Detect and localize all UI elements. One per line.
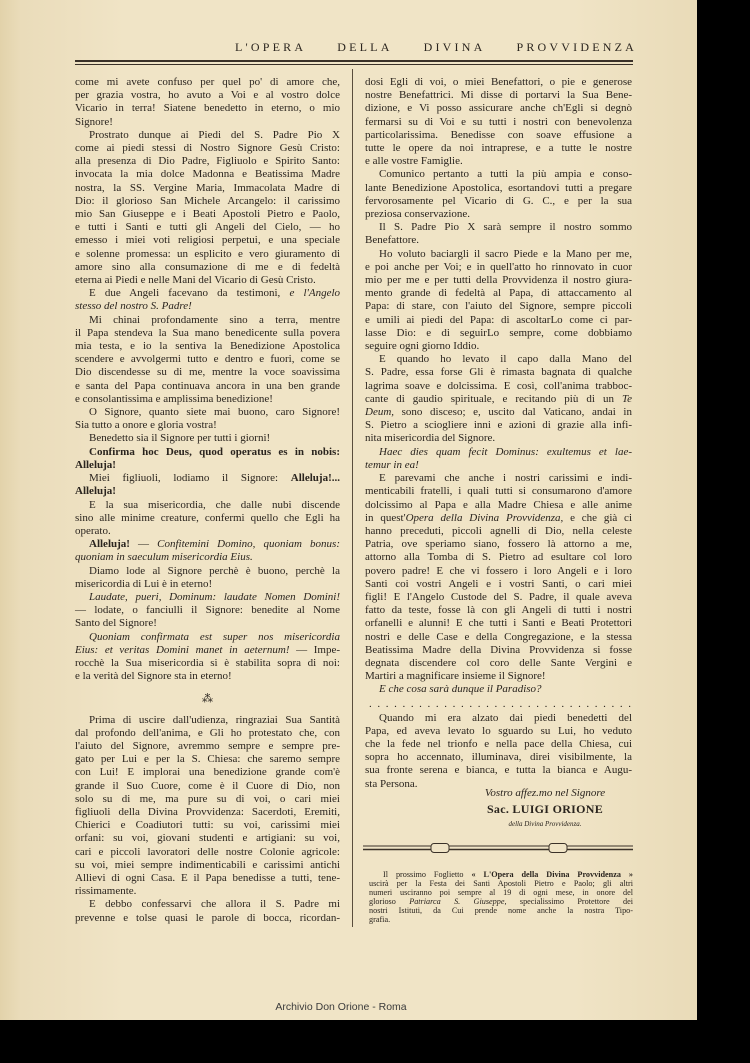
text-line [365, 76, 632, 89]
bold-text-run: Alleluja!... [290, 472, 340, 485]
ornamental-divider [363, 842, 633, 854]
text-line [75, 129, 340, 142]
text-run: sopra ho accennato, illuminava, direi visibilmente, la [365, 751, 632, 764]
text-line [75, 182, 340, 195]
text-line [365, 617, 632, 630]
signature-title: della Divina Provvidenza. [508, 820, 582, 828]
text-line [365, 234, 632, 247]
header-rule-thin [75, 64, 633, 65]
running-header: L'OPERA DELLA DIVINA PROVVIDENZA [235, 40, 637, 54]
text-run: mia testa, e io la sentiva la Benedizione Apostolica [75, 340, 340, 353]
text-line [365, 725, 632, 738]
text-run: su voi, miei sempre indimenticabili e carissimi antichi [75, 858, 340, 871]
text-run: sino alle minime creature, confermi quello che Egli ha [75, 511, 340, 524]
text-run: attorno alla Tomba di S. Pietro ad esultare col loro [365, 551, 632, 564]
text-run: in quest' [365, 511, 406, 524]
text-run: eterna ai Piedi e nelle Mani del Vicario di Gesù Cristo. [75, 274, 316, 287]
text-run: Chierici e Coadiutori tutti: su voi, carissimi miei [75, 819, 340, 832]
text-run: preziosa conservazione. [365, 208, 471, 221]
text-run: alla presenza di Dio Padre, Figliuolo e Spirito Santo: [75, 155, 340, 168]
text-run: — lodate, o fanciulli il Signore: benedite al Nome [75, 604, 340, 617]
text-line [75, 353, 340, 366]
text-line [365, 459, 632, 472]
text-line [365, 644, 632, 657]
right-column-upper-text [365, 76, 632, 697]
text-line [365, 738, 632, 751]
text-run: sta Persona. [365, 777, 418, 790]
text-line [75, 898, 340, 911]
text-line [365, 604, 632, 617]
text-line [365, 565, 632, 578]
text-run: degnata discendere col coro delle Sante Vergini e [365, 656, 632, 669]
text-line [75, 261, 340, 274]
text-run: Benedetto sia il Signore per tutti i giorni! [89, 432, 271, 445]
text-line [365, 274, 632, 287]
header-rule [75, 60, 633, 62]
text-line [75, 208, 340, 221]
text-line [75, 195, 340, 208]
text-run: Sia tutto a onore e gloria vostra! [75, 419, 217, 432]
text-run: Benefattore. [365, 234, 420, 247]
bold-text-run: « L'Opera della Divina Provvidenza » [471, 869, 633, 879]
text-run: Quando mi era alzato dai piedi benedetti del [379, 711, 632, 724]
text-line [365, 578, 632, 591]
text-run: Dio: il glorioso San Michele Arcangelo: il carissimo [75, 194, 340, 207]
text-run: dizione, e Vi posso assicurare anche ch'Egli si degnò [365, 102, 632, 115]
text-line [75, 846, 340, 859]
text-run: Santo del Signore! [75, 617, 157, 630]
text-run: Prostrato dunque ai Piedi del S. Padre Pio X [89, 128, 340, 141]
text-line [75, 248, 340, 261]
text-line [75, 912, 340, 925]
text-line [365, 182, 632, 195]
text-run: lagrima soave e dolcissima. E così, coll'anima trabboc- [365, 379, 632, 392]
text-line [365, 499, 632, 512]
italic-text-run: e l'Angelo [289, 287, 341, 300]
text-run: nostre Benefattrici. Mi disse di portarvi la Sua Bene- [365, 89, 632, 102]
text-line [365, 472, 632, 485]
text-run: — [129, 538, 158, 551]
text-run: E parevami che anche i nostri carissimi e indi- [379, 472, 632, 485]
text-run: menticabili fratelli, i quali tutti si consumarono d'amore [365, 485, 632, 498]
footnote-line [369, 906, 633, 915]
text-line [365, 129, 632, 142]
footnote [369, 870, 633, 924]
text-line [75, 885, 340, 898]
text-line [365, 485, 632, 498]
text-run: E debbo confessarvi che allora il S. Padre mi [89, 898, 340, 911]
text-line [75, 380, 340, 393]
text-run: nostri Istituti, da Cui prende nome anche la nostra Tipo- [369, 905, 633, 915]
text-line [365, 446, 632, 459]
text-line [75, 327, 340, 340]
text-run: Beatissima Madre della Divina Provvidenza si fosse [365, 643, 632, 656]
text-run: scendere e avvolgermi tutto e dentro e fuori, come se [75, 353, 340, 366]
text-line [75, 485, 340, 498]
text-run: e consolantissima e amplissima benedizione! [75, 392, 273, 405]
text-line [365, 380, 632, 393]
text-line [75, 419, 340, 432]
text-line [75, 727, 340, 740]
text-line [365, 751, 632, 764]
text-line [75, 780, 340, 793]
text-run: fatto da teste, fosse là con gli Angeli di tutti i nostri [365, 604, 632, 617]
text-run: Papa: di stare, con l'aiuto del Signore, sempre piccoli [365, 300, 632, 313]
text-run: — Impe- [289, 643, 340, 656]
text-run: hanno preceduti, piccoli agnelli di Dio, nella celeste [365, 524, 632, 537]
text-run: che la fede nel trionfo e nella pace della Chiesa, cui [365, 737, 632, 750]
text-line [365, 591, 632, 604]
text-run: tutte le opere da noi intraprese, e a tutte le nostre [365, 142, 632, 155]
text-line [75, 168, 340, 181]
text-run: Papa, ed aveva levato lo sguardo su Lui, ho veduto [365, 724, 632, 737]
italic-text-run: stesso del nostro S. Padre! [75, 300, 192, 313]
text-line [75, 714, 340, 727]
text-run: e solenne promessa: un esplicito e vero giuramento di [75, 247, 340, 260]
footnote-line [369, 879, 633, 888]
text-line [75, 591, 340, 604]
text-line [75, 832, 340, 845]
text-line [75, 472, 340, 485]
text-line [75, 617, 340, 630]
text-line [75, 819, 340, 832]
text-run: lante Benedizione Apostolica, esortandovi tutti a pregare [365, 181, 632, 194]
text-line [75, 512, 340, 525]
bold-text-run: Alleluja! [75, 458, 116, 471]
text-line [75, 565, 340, 578]
text-line [75, 234, 340, 247]
text-line [365, 287, 632, 300]
text-line [75, 551, 340, 564]
text-run: , specialissimo Protettore dei [504, 896, 633, 906]
text-line [75, 604, 340, 617]
bold-text-run: Confirma hoc Deus, quod operatus es in nobis: [89, 445, 340, 458]
text-line [75, 406, 340, 419]
text-run: O Signore, quanto siete mai buono, caro Signore! [89, 406, 340, 419]
text-line [365, 432, 632, 445]
text-line [365, 300, 632, 313]
text-line [75, 76, 340, 89]
left-column-upper-text [75, 76, 340, 683]
dotted-separator: . . . . . . . . . . . . . . . . . . . . . . . . . . . . . . . . [369, 698, 631, 710]
text-line [365, 195, 632, 208]
text-run: Il S. Padre Pio X sarà sempre il nostro sommo [379, 221, 632, 234]
text-line [75, 740, 340, 753]
text-run: solo su di me, ma pure su di voi, o cari miei [75, 792, 340, 805]
text-line [365, 512, 632, 525]
text-line [75, 287, 340, 300]
text-run: uscirà per la Festa dei Santi Apostoli Pietro e Paolo; gli altri [369, 878, 633, 888]
text-run: lasse Dio: e di seguirLo sempre, come dobbiamo [365, 326, 632, 339]
text-run: come mi avete confuso per quel po' di amore che, [75, 76, 340, 88]
text-line [75, 89, 340, 102]
text-run: Dio discendesse su di me, mentre la voce soavissima [75, 366, 340, 379]
text-line [75, 300, 340, 313]
text-run: numeri usciranno poi sempre al 19 di ogni mese, in onore del [369, 887, 633, 897]
text-line [365, 116, 632, 129]
text-line [75, 340, 340, 353]
text-line [365, 670, 632, 683]
text-line [75, 102, 340, 115]
text-line [75, 314, 340, 327]
text-line [365, 314, 632, 327]
text-line [365, 683, 632, 696]
text-run: figli! E l'Angelo Custode del S. Padre, il quale aveva [365, 590, 632, 603]
text-run: dolcissimo al Papa e alla Madre Chiesa e alle anime [365, 498, 632, 511]
text-run: cari e piccoli lavoratori delle nostre Colonie agricole: [75, 845, 340, 858]
text-line [75, 644, 340, 657]
text-run: mio per me e per tutti della Provvidenza il nostro giura- [365, 274, 632, 287]
text-line [365, 142, 632, 155]
text-line [365, 393, 632, 406]
text-run: E quando ho levato il capo dalla Mano del [379, 353, 632, 366]
text-line [75, 578, 340, 591]
text-line [75, 806, 340, 819]
text-line [365, 631, 632, 644]
bold-text-run: Alleluja! [89, 538, 130, 551]
text-line [75, 446, 340, 459]
text-run: grande il Suo Cuore, come è il Cuore di Dio, non [75, 779, 340, 792]
text-line [75, 274, 340, 287]
text-run: particolarissima. Benedisse con soave effusione a [365, 128, 632, 141]
text-run: Diamo lode al Signore perchè è buono, perchè la [89, 564, 340, 577]
text-run: Vicario in terra! Siatene benedetto in eterno, o mio [75, 102, 340, 115]
text-run: Prima di uscire dall'udienza, ringraziai Sua Santità [89, 713, 340, 726]
text-run: mio San Giuseppe e i Beati Apostoli Pietro e Paolo, [75, 208, 340, 221]
text-line [365, 366, 632, 379]
italic-text-run: Patriarca S. Giuseppe [409, 896, 505, 906]
text-run: sono disceso; e, uscito dal Vaticano, andai in [394, 406, 632, 419]
italic-text-run: Eius: et veritas Domini manet in aeternum! [75, 643, 290, 656]
text-line [365, 340, 632, 353]
text-line [365, 538, 632, 551]
text-run: con Lui! E implorai una benedizione grande com'è [75, 766, 340, 779]
text-run: gato per Lui e per la S. Chiesa: che saremo sempre [75, 753, 340, 766]
text-line [75, 753, 340, 766]
text-run: Allievi di ogni Casa. E il Papa benedisse a tutti, tene- [75, 871, 340, 884]
text-line [365, 221, 632, 234]
text-line [365, 551, 632, 564]
column-divider [352, 69, 353, 927]
text-line [75, 872, 340, 885]
italic-text-run: Haec dies quam fecit Dominus: exultemus et lae- [379, 445, 632, 458]
text-line [75, 459, 340, 472]
text-run: misericordia di Lui è in eterno! [75, 577, 213, 590]
text-line [75, 525, 340, 538]
text-run: S. Pietro a sciogliere inni e azioni di grazie alla infi- [365, 419, 632, 432]
text-line [75, 432, 340, 445]
text-run: per grazia vostra, ho avuto a Voi e al vostro dolce [75, 89, 340, 102]
italic-text-run: Quoniam confirmata est super nos misericordia [89, 630, 340, 643]
text-line [75, 657, 340, 670]
text-line [75, 538, 340, 551]
text-line [365, 764, 632, 777]
text-run: cante di gaudio spirituale, e recitando più di un [365, 392, 622, 405]
text-run: emesso i miei voti religiosi perpetui, e una speciale [75, 234, 340, 247]
text-run: e umili ai piedi del Papa: di ascoltarLo come ci par- [365, 313, 632, 326]
text-line [75, 116, 340, 129]
closing-salutation: Vostro affez.mo nel Signore [484, 787, 606, 799]
text-run: e santa del Papa continuava ancora in una ben grande [75, 379, 340, 392]
text-run: grafia. [369, 914, 391, 924]
italic-text-run: quoniam in saeculum misericordia Eius. [75, 551, 253, 564]
text-line [365, 155, 632, 168]
text-run: Comunico pertanto a tutti la più ampia e conso- [379, 168, 632, 181]
text-run: il Papa stendeva la Sua mano benedicente sulla povera [75, 326, 340, 339]
footnote-line [369, 870, 633, 879]
text-run: sua fronte serena e bianca, e tutta la bianca e Augu- [365, 764, 632, 777]
text-run: amore sino alla consumazione di me e di fedeltà [75, 260, 340, 273]
italic-text-run: Deum, [365, 406, 395, 419]
text-line [75, 155, 340, 168]
text-run: seguire ogni giorno Iddio. [365, 340, 480, 353]
text-line [365, 712, 632, 725]
text-run: prevenne e tolse quasi le parole di bocca, ricordan- [75, 911, 340, 924]
text-run: nostra, la SS. Vergine Maria, Immacolata Madre di [75, 181, 340, 194]
text-line [365, 327, 632, 340]
text-run: E due Angeli facevano da testimoni, [89, 287, 290, 300]
text-run: Il prossimo Foglietto [383, 869, 472, 879]
text-line [75, 631, 340, 644]
text-line [75, 142, 340, 155]
section-asterism: ⁂ [202, 693, 213, 705]
text-run: orfanelli e alunni! E che tutti i Santi e Beati Protettori [365, 617, 632, 630]
text-line [365, 208, 632, 221]
text-run: e alle vostre Famiglie. [365, 155, 463, 168]
text-run: rocchè la Sua misericordia si è stabilita sopra di noi: [75, 656, 340, 669]
text-line [365, 168, 632, 181]
text-line [75, 366, 340, 379]
text-run: e la verità del Signore sta in eterno! [75, 670, 232, 683]
text-run: mento grande di fedeltà al Papa, di attaccamento al [365, 287, 632, 300]
italic-text-run: Te [622, 392, 632, 405]
text-line [365, 353, 632, 366]
signature-name: Sac. LUIGI ORIONE [486, 802, 604, 816]
italic-text-run: temur in ea! [365, 458, 419, 471]
left-column-lower-text [75, 714, 340, 925]
text-line [365, 525, 632, 538]
text-run: operato. [75, 524, 111, 537]
text-run: dal profondo dell'anima, e Gli ho protestato che, con [75, 726, 340, 739]
text-run: glorioso [369, 896, 410, 906]
text-line [75, 499, 340, 512]
text-run: come ai piedi stessi di Nostro Signore Gesù Cristo: [75, 142, 340, 155]
text-run: invocata la mia dolce Madonna e Beatissima Madre [75, 168, 340, 181]
text-line [365, 89, 632, 102]
footnote-line [369, 915, 633, 924]
footnote-line [369, 897, 633, 906]
text-line [365, 419, 632, 432]
text-run: Santi coi vostri Angeli e i vostri Santi, o cari miei [365, 577, 632, 590]
text-run: fervorosamente pel Vicario di G. C., e per la sua [365, 194, 632, 207]
text-line [75, 859, 340, 872]
text-run: e tutti i Santi e tutti gli Angeli del Cielo, — ho [75, 221, 340, 234]
archive-label: Archivio Don Orione - Roma [275, 1001, 407, 1013]
italic-text-run: Laudate, pueri, Dominum: laudate Nomen Domini! [89, 590, 340, 603]
text-run: nostri e delle Case e della Congregazione, e la stessa [365, 630, 632, 643]
text-run: povero padre! E che vi fossero i loro Angeli e i loro [365, 564, 632, 577]
italic-text-run: Confitemini Domino, quoniam bonus: [157, 538, 340, 551]
text-run: Miei figliuoli, lodiamo il Signore: [89, 472, 291, 485]
text-line [75, 393, 340, 406]
text-line [365, 248, 632, 261]
text-run: Patria, ove speriamo siano, fossero là attorno a me, [365, 538, 632, 551]
bold-text-run: Alleluja! [75, 485, 116, 498]
text-line [75, 766, 340, 779]
text-line [365, 261, 632, 274]
text-line [365, 102, 632, 115]
text-line [365, 406, 632, 419]
text-line [75, 793, 340, 806]
text-run: dosi Egli di voi, o miei Benefattori, o pie e generose [365, 76, 632, 88]
right-column-lower-text [365, 712, 632, 791]
text-run: rissimamente. [75, 885, 137, 898]
text-run: nita misericordia del Signore. [365, 432, 496, 445]
text-run: Signore! [75, 115, 113, 128]
text-run: S. Padre, essa forse Gli è rimasta bagnata di qualche [365, 366, 632, 379]
text-run: orfani: su voi, giovani studenti e artigiani: su voi, [75, 832, 340, 845]
text-line [75, 670, 340, 683]
text-line [365, 657, 632, 670]
text-run: Ho voluto baciargli il sacro Piede e la Mano per me, [379, 247, 632, 260]
text-run: l'aiuto del Signore, avremmo sempre e sempre pre- [75, 739, 340, 752]
text-run: fermarsi su di Voi e su tutti i nostri con benevolenza [365, 115, 632, 128]
text-run: e poi anche per Voi; e in quell'atto ho rinnovato in cuor [365, 260, 632, 273]
footnote-line [369, 888, 633, 897]
italic-text-run: Opera della Divina Provvidenza, [405, 511, 564, 524]
italic-text-run: E che cosa sarà dunque il Paradiso? [379, 683, 542, 696]
text-run: Martiri a magnificare insieme il Signore! [365, 670, 546, 683]
text-run: Mi chinai profondamente sino a terra, mentre [89, 313, 340, 326]
text-run: figliuoli della Divina Provvidenza: Sacerdoti, Eremiti, [75, 805, 340, 818]
text-run: E la sua misericordia, che dalle nubi discende [89, 498, 340, 511]
text-line [75, 221, 340, 234]
text-run: e che già ci [563, 511, 633, 524]
